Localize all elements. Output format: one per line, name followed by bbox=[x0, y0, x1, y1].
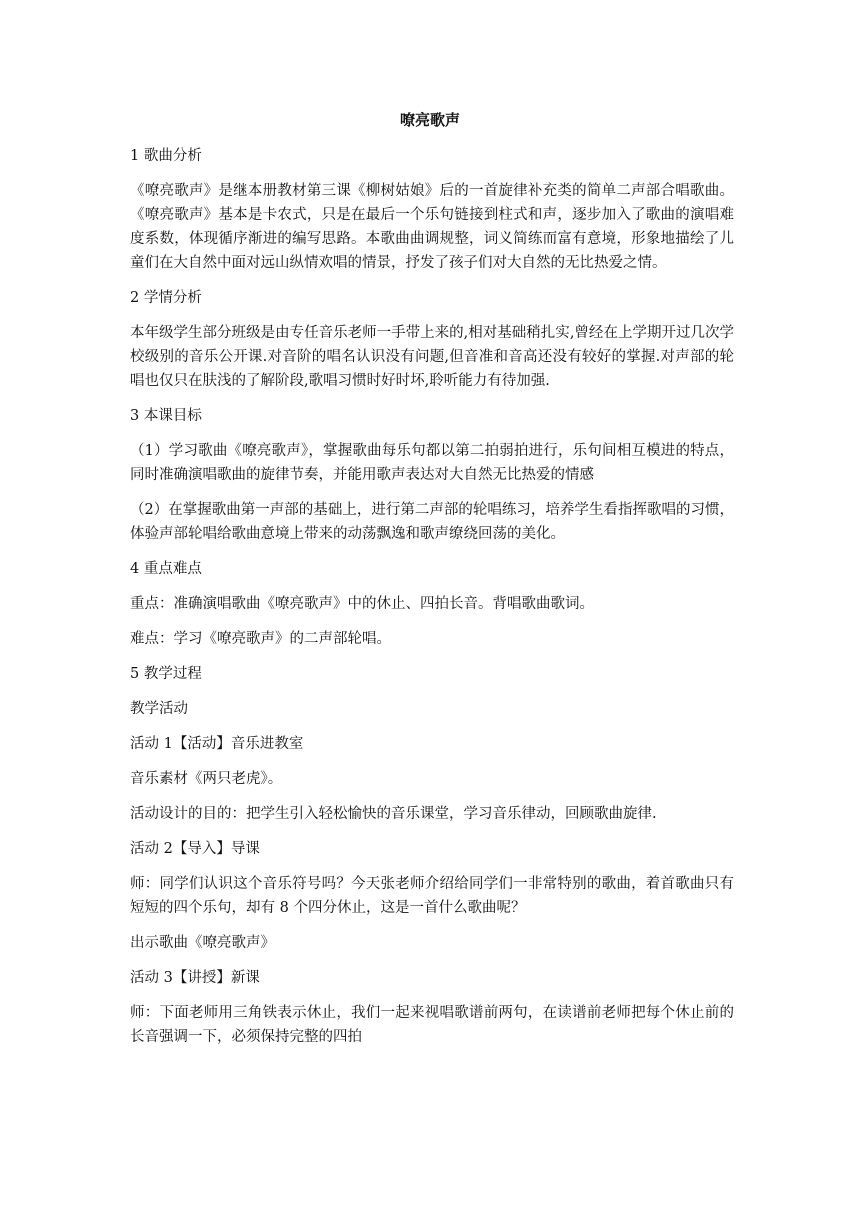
paragraph: （1）学习歌曲《嘹亮歌声》，掌握歌曲每乐句都以第二拍弱拍进行，乐句间相互模进的特点，同时准确演唱歌曲的旋律节奏，并能用歌声表达对大自然无比热爱的情感 bbox=[130, 443, 734, 483]
paragraph: 活动 1【活动】音乐进教室 bbox=[130, 736, 304, 752]
document-title: 嘹亮歌声 bbox=[399, 111, 460, 129]
section-heading: 1 歌曲分析 bbox=[130, 148, 202, 164]
section-heading: 5 教学过程 bbox=[130, 666, 202, 682]
paragraph: 活动 2【导入】导课 bbox=[130, 841, 260, 857]
paragraph: 出示歌曲《嘹亮歌声》 bbox=[130, 935, 275, 951]
paragraph: （2）在掌握歌曲第一声部的基础上，进行第二声部的轮唱练习，培养学生看指挥歌唱的习惯，体验声部轮唱给歌曲意境上带来的动荡飘逸和歌声缭绕回荡的美化。 bbox=[130, 502, 734, 542]
paragraph: 活动 3【讲授】新课 bbox=[130, 970, 260, 986]
document-body bbox=[130, 144, 734, 1060]
section-heading: 4 重点难点 bbox=[130, 561, 202, 577]
paragraph: 音乐素材《两只老虎》。 bbox=[130, 771, 283, 787]
paragraph: 难点：学习《嘹亮歌声》的二声部轮唱。 bbox=[130, 631, 391, 647]
paragraph: 本年级学生部分班级是由专任音乐老师一手带上来的,相对基础稍扎实,曾经在上学期开过几次学校级别的音乐公开课.对音阶的唱名认识没有问题,但音准和音高还没有较好的掌握.对声部的轮唱也仅只在肤浅的了解阶段,歌唱习惯时好时坏,聆听能力有待加强. bbox=[130, 325, 734, 389]
section-heading: 2 学情分析 bbox=[130, 290, 202, 306]
paragraph: 师：下面老师用三角铁表示休止，我们一起来视唱歌谱前两句，在读谱前老师把每个休止前的长音强调一下，必须保持完整的四拍 bbox=[130, 1005, 734, 1045]
paragraph: 教学活动 bbox=[130, 701, 188, 717]
paragraph: 师：同学们认识这个音乐符号吗？今天张老师介绍给同学们一非常特别的歌曲，着首歌曲只有短短的四个乐句，却有 8 个四分休止，这是一首什么歌曲呢？ bbox=[130, 876, 734, 916]
paragraph: 《嘹亮歌声》是继本册教材第三课《柳树姑娘》后的一首旋律补充类的简单二声部合唱歌曲。《嘹亮歌声》基本是卡农式，只是在最后一个乐句链接到柱式和声，逐步加入了歌曲的演唱难度系数，体现循序渐进的编写思路。本歌曲曲调规整，词义简练而富有意境，形象地描绘了儿童们在大自然中面对远山纵情欢唱的情景，抒发了孩子们对大自然的无比热爱之情。 bbox=[130, 183, 734, 271]
section-heading: 3 本课目标 bbox=[130, 408, 202, 424]
paragraph: 重点：准确演唱歌曲《嘹亮歌声》中的休止、四拍长音。背唱歌曲歌词。 bbox=[130, 596, 594, 612]
paragraph: 活动设计的目的：把学生引入轻松愉快的音乐课堂，学习音乐律动，回顾歌曲旋律. bbox=[130, 806, 657, 822]
